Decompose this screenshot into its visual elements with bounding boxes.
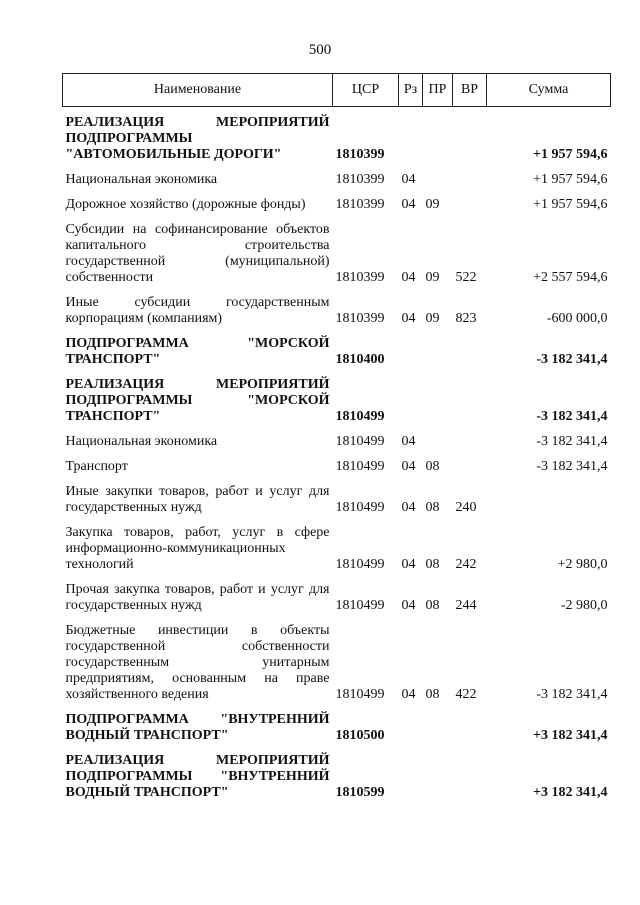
cell-vr (453, 165, 487, 190)
cell-csr: 1810499 (335, 687, 385, 702)
cell-pr: 09 (425, 197, 440, 212)
cell-sum: +3 182 341,4 (533, 728, 608, 743)
cell-name: Национальная экономика (65, 172, 218, 187)
cell-pr: 09 (425, 270, 440, 285)
cell-sum: +1 957 594,6 (533, 172, 608, 187)
cell-vr (453, 190, 487, 215)
cell-rz: 04 (401, 311, 416, 326)
cell-pr: 08 (425, 598, 440, 613)
table-row (63, 370, 611, 427)
cell-vr: 244 (455, 598, 477, 613)
cell-vr: 422 (455, 687, 477, 702)
table-header (63, 74, 611, 107)
cell-vr: 522 (455, 270, 477, 285)
cell-sum: -2 980,0 (560, 598, 608, 613)
cell-csr: 1810599 (335, 785, 385, 800)
cell-sum (487, 477, 611, 518)
cell-csr: 1810499 (335, 500, 385, 515)
cell-sum: +3 182 341,4 (533, 785, 608, 800)
cell-name: Иные субсидии государственным корпорациям (компаниям) (65, 295, 330, 326)
cell-name: РЕАЛИЗАЦИЯ МЕРОПРИЯТИЙ ПОДПРОГРАММЫ "МОРСКОЙ ТРАНСПОРТ" (65, 377, 330, 424)
cell-sum: -3 182 341,4 (536, 409, 608, 424)
cell-vr (453, 107, 487, 166)
cell-name: Дорожное хозяйство (дорожные фонды) (65, 197, 306, 212)
header-name: Наименование (63, 74, 333, 107)
cell-csr: 1810399 (335, 197, 385, 212)
cell-pr (423, 165, 453, 190)
cell-rz: 04 (401, 598, 416, 613)
cell-rz: 04 (401, 172, 416, 187)
cell-csr: 1810399 (335, 270, 385, 285)
cell-name: РЕАЛИЗАЦИЯ МЕРОПРИЯТИЙ ПОДПРОГРАММЫ "АВТОМОБИЛЬНЫЕ ДОРОГИ" (65, 115, 330, 162)
cell-csr: 1810499 (335, 459, 385, 474)
cell-rz (399, 107, 423, 166)
cell-vr: 240 (455, 500, 477, 515)
cell-pr: 08 (425, 500, 440, 515)
table-row (63, 452, 611, 477)
cell-sum: +1 957 594,6 (533, 147, 608, 162)
table-row (63, 705, 611, 746)
cell-vr (453, 705, 487, 746)
table-row (63, 215, 611, 288)
table-row (63, 746, 611, 803)
cell-sum: +1 957 594,6 (533, 197, 608, 212)
cell-rz: 04 (401, 197, 416, 212)
cell-sum: -600 000,0 (546, 311, 608, 326)
cell-sum: -3 182 341,4 (536, 352, 608, 367)
cell-rz (399, 370, 423, 427)
cell-sum: +2 557 594,6 (533, 270, 608, 285)
cell-pr: 09 (425, 311, 440, 326)
table-body (63, 107, 611, 804)
cell-pr: 08 (425, 557, 440, 572)
cell-rz (399, 329, 423, 370)
cell-pr (423, 370, 453, 427)
header-csr: ЦСР (333, 74, 399, 107)
table-row (63, 165, 611, 190)
table-row (63, 190, 611, 215)
cell-sum: -3 182 341,4 (536, 687, 608, 702)
cell-csr: 1810499 (335, 557, 385, 572)
table-row (63, 518, 611, 575)
cell-csr: 1810500 (335, 728, 385, 743)
cell-csr: 1810399 (335, 147, 385, 162)
cell-name: Иные закупки товаров, работ и услуг для государственных нужд (65, 484, 330, 515)
budget-table (62, 73, 611, 803)
cell-pr (423, 705, 453, 746)
cell-vr (453, 746, 487, 803)
cell-rz: 04 (401, 434, 416, 449)
header-rz: Рз (399, 74, 423, 107)
cell-sum: +2 980,0 (557, 557, 608, 572)
table-row (63, 477, 611, 518)
table-row (63, 616, 611, 705)
cell-pr (423, 746, 453, 803)
cell-name: Национальная экономика (65, 434, 218, 449)
cell-name: РЕАЛИЗАЦИЯ МЕРОПРИЯТИЙ ПОДПРОГРАММЫ "ВНУТРЕННИЙ ВОДНЫЙ ТРАНСПОРТ" (65, 753, 330, 800)
table-row (63, 107, 611, 166)
cell-name: ПОДПРОГРАММА "МОРСКОЙ ТРАНСПОРТ" (65, 336, 330, 367)
cell-rz (399, 746, 423, 803)
header-vr: ВР (453, 74, 487, 107)
cell-name: Бюджетные инвестиции в объекты государственной собственности государственным унитарным предприятиям, основанным на праве хозяйственного ведения (65, 623, 330, 702)
cell-pr (423, 427, 453, 452)
page-number: 500 (308, 42, 332, 58)
cell-rz: 04 (401, 270, 416, 285)
cell-rz (399, 705, 423, 746)
header-sum: Сумма (487, 74, 611, 107)
cell-rz: 04 (401, 500, 416, 515)
cell-rz: 04 (401, 557, 416, 572)
cell-csr: 1810399 (335, 311, 385, 326)
cell-csr: 1810499 (335, 409, 385, 424)
cell-csr: 1810499 (335, 434, 385, 449)
table-row (63, 575, 611, 616)
cell-rz: 04 (401, 459, 416, 474)
cell-name: ПОДПРОГРАММА "ВНУТРЕННИЙ ВОДНЫЙ ТРАНСПОРТ" (65, 712, 330, 743)
cell-csr: 1810399 (335, 172, 385, 187)
cell-pr (423, 329, 453, 370)
cell-vr: 242 (455, 557, 477, 572)
cell-csr: 1810400 (335, 352, 385, 367)
cell-rz: 04 (401, 687, 416, 702)
table-row (63, 288, 611, 329)
table-row (63, 329, 611, 370)
cell-pr: 08 (425, 459, 440, 474)
header-pr: ПР (423, 74, 453, 107)
cell-name: Закупка товаров, работ, услуг в сфере информационно-коммуникационных технологий (65, 525, 330, 572)
cell-sum: -3 182 341,4 (536, 459, 608, 474)
cell-pr: 08 (425, 687, 440, 702)
cell-csr: 1810499 (335, 598, 385, 613)
cell-vr (453, 329, 487, 370)
cell-pr (423, 107, 453, 166)
cell-vr: 823 (455, 311, 477, 326)
cell-sum: -3 182 341,4 (536, 434, 608, 449)
cell-vr (453, 370, 487, 427)
cell-vr (453, 427, 487, 452)
cell-name: Субсидии на софинансирование объектов капитального строительства государственной (муниципальной) собственности (65, 222, 330, 285)
cell-vr (453, 452, 487, 477)
cell-name: Транспорт (65, 459, 128, 474)
cell-name: Прочая закупка товаров, работ и услуг для государственных нужд (65, 582, 330, 613)
table-row (63, 427, 611, 452)
